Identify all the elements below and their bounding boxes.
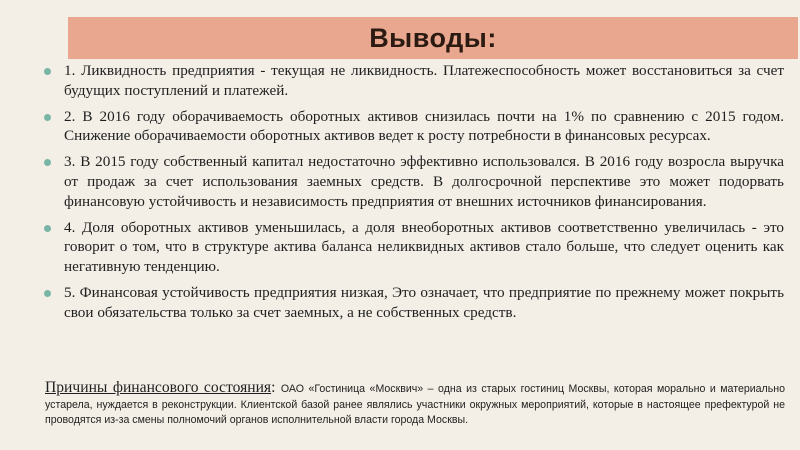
list-item bbox=[44, 61, 784, 101]
title-bar bbox=[68, 17, 798, 59]
list-item-text: 3. В 2015 году собственный капитал недостаточно эффективно использовался. В 2016 году возросла выручка от продаж за счет использования заемных средств. В долгосрочной перспективе это может подорвать финансовую устойчивость и независимость предприятия от внешних источников финансирования. bbox=[64, 153, 784, 210]
causes-paragraph bbox=[45, 381, 785, 429]
causes-separator: : bbox=[271, 379, 281, 396]
list-item bbox=[44, 107, 784, 147]
bullet-icon bbox=[44, 225, 51, 232]
bullet-icon bbox=[44, 114, 51, 121]
bullet-icon bbox=[44, 159, 51, 166]
list-item-text: 1. Ликвидность предприятия - текущая не ликвидность. Платежеспособность может восстановиться за счет будущих поступлений и платежей. bbox=[64, 62, 784, 99]
list-item bbox=[44, 218, 784, 277]
causes-text: ОАО «Гостиница «Москвич» – одна из старых гостиниц Москвы, которая морально и материально устарела, нуждается в реконструкции. Клиентской базой ранее являлись участники окружных мероприятий, которые в настоящее префектурой не проводятся из-за смены полномочий органов исполнительной власти города Москвы. bbox=[45, 383, 785, 427]
bullet-icon bbox=[44, 68, 51, 75]
list-item bbox=[44, 283, 784, 323]
slide-title: Выводы: bbox=[369, 22, 497, 53]
list-item bbox=[44, 152, 784, 211]
list-item-text: 5. Финансовая устойчивость предприятия низкая, Это означает, что предприятие по прежнему может покрыть свои обязательства только за счет заемных, а не собственных средств. bbox=[64, 283, 784, 321]
conclusions-list bbox=[44, 61, 784, 329]
list-item-text: 4. Доля оборотных активов уменьшилась, а доля внеоборотных активов соответственно увеличилась - это говорит о том, что в структуре актива баланса неликвидных активов стало больше, что следует оценить как негативную тенденцию. bbox=[64, 218, 784, 276]
causes-label: Причины финансового состояния bbox=[45, 379, 272, 396]
bullet-icon bbox=[44, 290, 51, 297]
list-item-text: 2. В 2016 году оборачиваемость оборотных активов снизилась почти на 1% по сравнению с 2015 годом. Снижение оборачиваемости оборотных активов ведет к росту потребности в финансовых ресурсах. bbox=[64, 107, 784, 145]
